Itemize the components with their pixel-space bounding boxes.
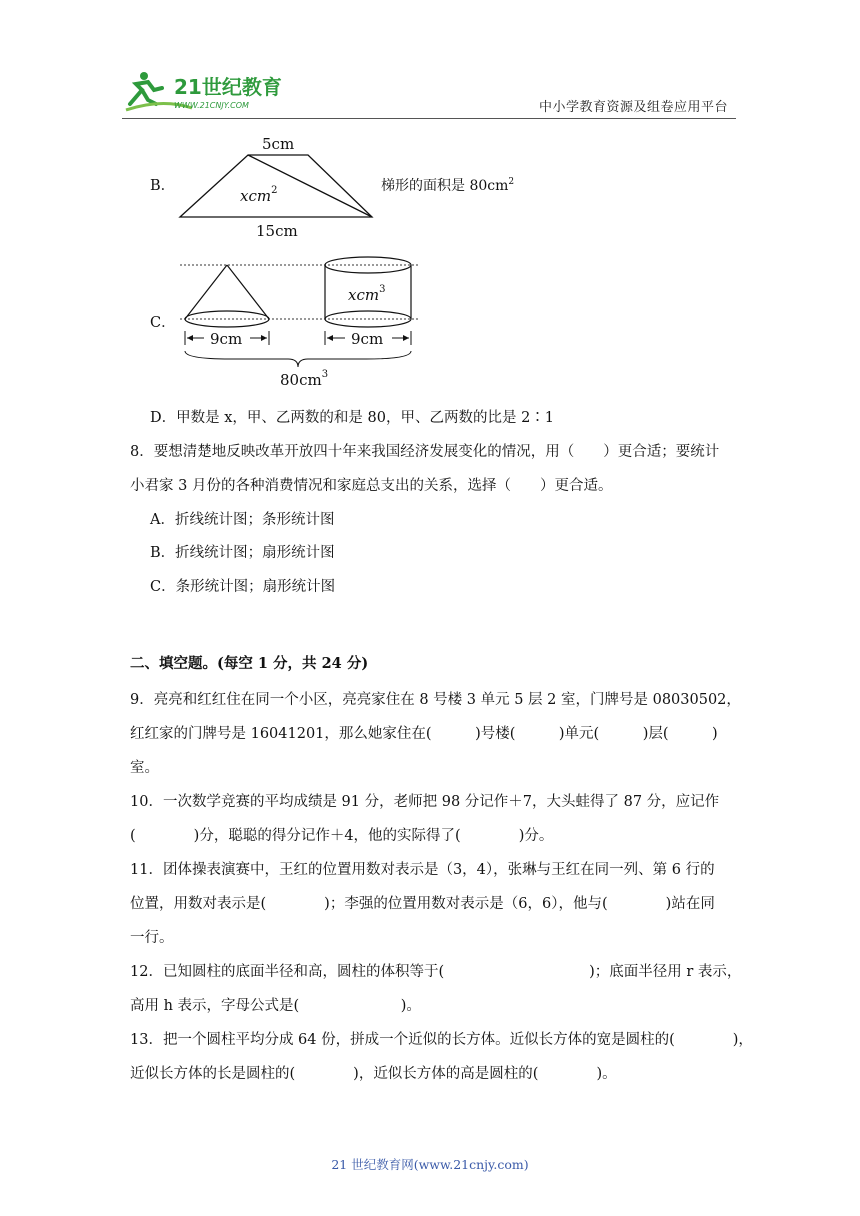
- q10-line-2: ( )分，聪聪的得分记作＋4，他的实际得了( )分。: [130, 828, 554, 844]
- trapezoid-diagonal: [248, 155, 372, 217]
- trapezoid-top-length: 5cm: [262, 135, 295, 153]
- option-c-label: C．: [150, 315, 176, 331]
- q8-line-1: 8．要想清楚地反映改革开放四十年来我国经济发展变化的情况，用（ ）更合适；要统计: [130, 444, 720, 460]
- q11-line-3: 一行。: [130, 930, 174, 946]
- logo-url: WWW.21CNJY.COM: [174, 101, 249, 110]
- q8-option-b: B．折线统计图；扇形统计图: [150, 545, 335, 561]
- q12-line-1: 12．已知圆柱的底面半径和高，圆柱的体积等于( )；底面半径用 r 表示，: [130, 964, 742, 980]
- footer-link[interactable]: 21 世纪教育网(www.21cnjy.com): [331, 1157, 529, 1172]
- q9-line-3: 室。: [130, 760, 159, 776]
- cone-diameter-label: 9cm: [210, 330, 243, 348]
- total-volume-label: $80cm^3$: [280, 369, 329, 389]
- total-brace: [185, 351, 411, 367]
- trapezoid-area-note: 梯形的面积是 $80cm^2$: [381, 177, 515, 194]
- logo-text: 21世纪教育: [174, 75, 282, 99]
- option-d: D．甲数是 x，甲、乙两数的和是 80，甲、乙两数的比是 2∶1: [150, 410, 555, 426]
- cone-cylinder-figure: [170, 255, 430, 395]
- q9-line-1: 9．亮亮和红红住在同一个小区，亮亮家住在 8 号楼 3 单元 5 层 2 室，门牌号是 08030502，: [130, 692, 741, 708]
- q12-line-2: 高用 h 表示，字母公式是( )。: [130, 998, 421, 1014]
- q8-option-c: C．条形统计图；扇形统计图: [150, 579, 336, 595]
- trapezoid-bottom-length: 15cm: [256, 222, 298, 240]
- q9-line-2: 红红家的门牌号是 16041201，那么她家住在( )号楼( )单元( )层( ): [130, 726, 718, 742]
- header-divider: [122, 118, 736, 119]
- q13-line-2: 近似长方体的长是圆柱的( )，近似长方体的高是圆柱的( )。: [130, 1066, 617, 1082]
- q8-option-a: A．折线统计图；条形统计图: [150, 512, 335, 528]
- q8-line-2: 小君家 3 月份的各种消费情况和家庭总支出的关系，选择（ ）更合适。: [130, 478, 613, 494]
- option-b-label: B．: [150, 178, 176, 194]
- cylinder-diameter-label: 9cm: [351, 330, 384, 348]
- section-2-title: 二、填空题。(每空 1 分，共 24 分): [130, 655, 369, 672]
- header-platform-text: 中小学教育资源及组卷应用平台: [538, 100, 728, 115]
- cylinder-volume-label: xcm$^3$: [348, 284, 386, 304]
- site-logo: [122, 68, 292, 116]
- triangle-area-label: xcm$^2$: [240, 185, 278, 205]
- q10-line-1: 10．一次数学竞赛的平均成绩是 91 分，老师把 98 分记作＋7，大头蛙得了 87 分，应记作: [130, 794, 720, 810]
- q11-line-2: 位置，用数对表示是( )；李强的位置用数对表示是（6，6），他与( )站在同: [130, 896, 715, 912]
- trapezoid-figure: [170, 132, 570, 242]
- q11-line-1: 11．团体操表演赛中，王红的位置用数对表示是（3，4），张琳与王红在同一列、第 6 行的: [130, 862, 715, 878]
- q13-line-1: 13．把一个圆柱平均分成 64 份，拼成一个近似的长方体。近似长方体的宽是圆柱的( )，: [130, 1032, 753, 1048]
- cone-shape: [185, 265, 269, 327]
